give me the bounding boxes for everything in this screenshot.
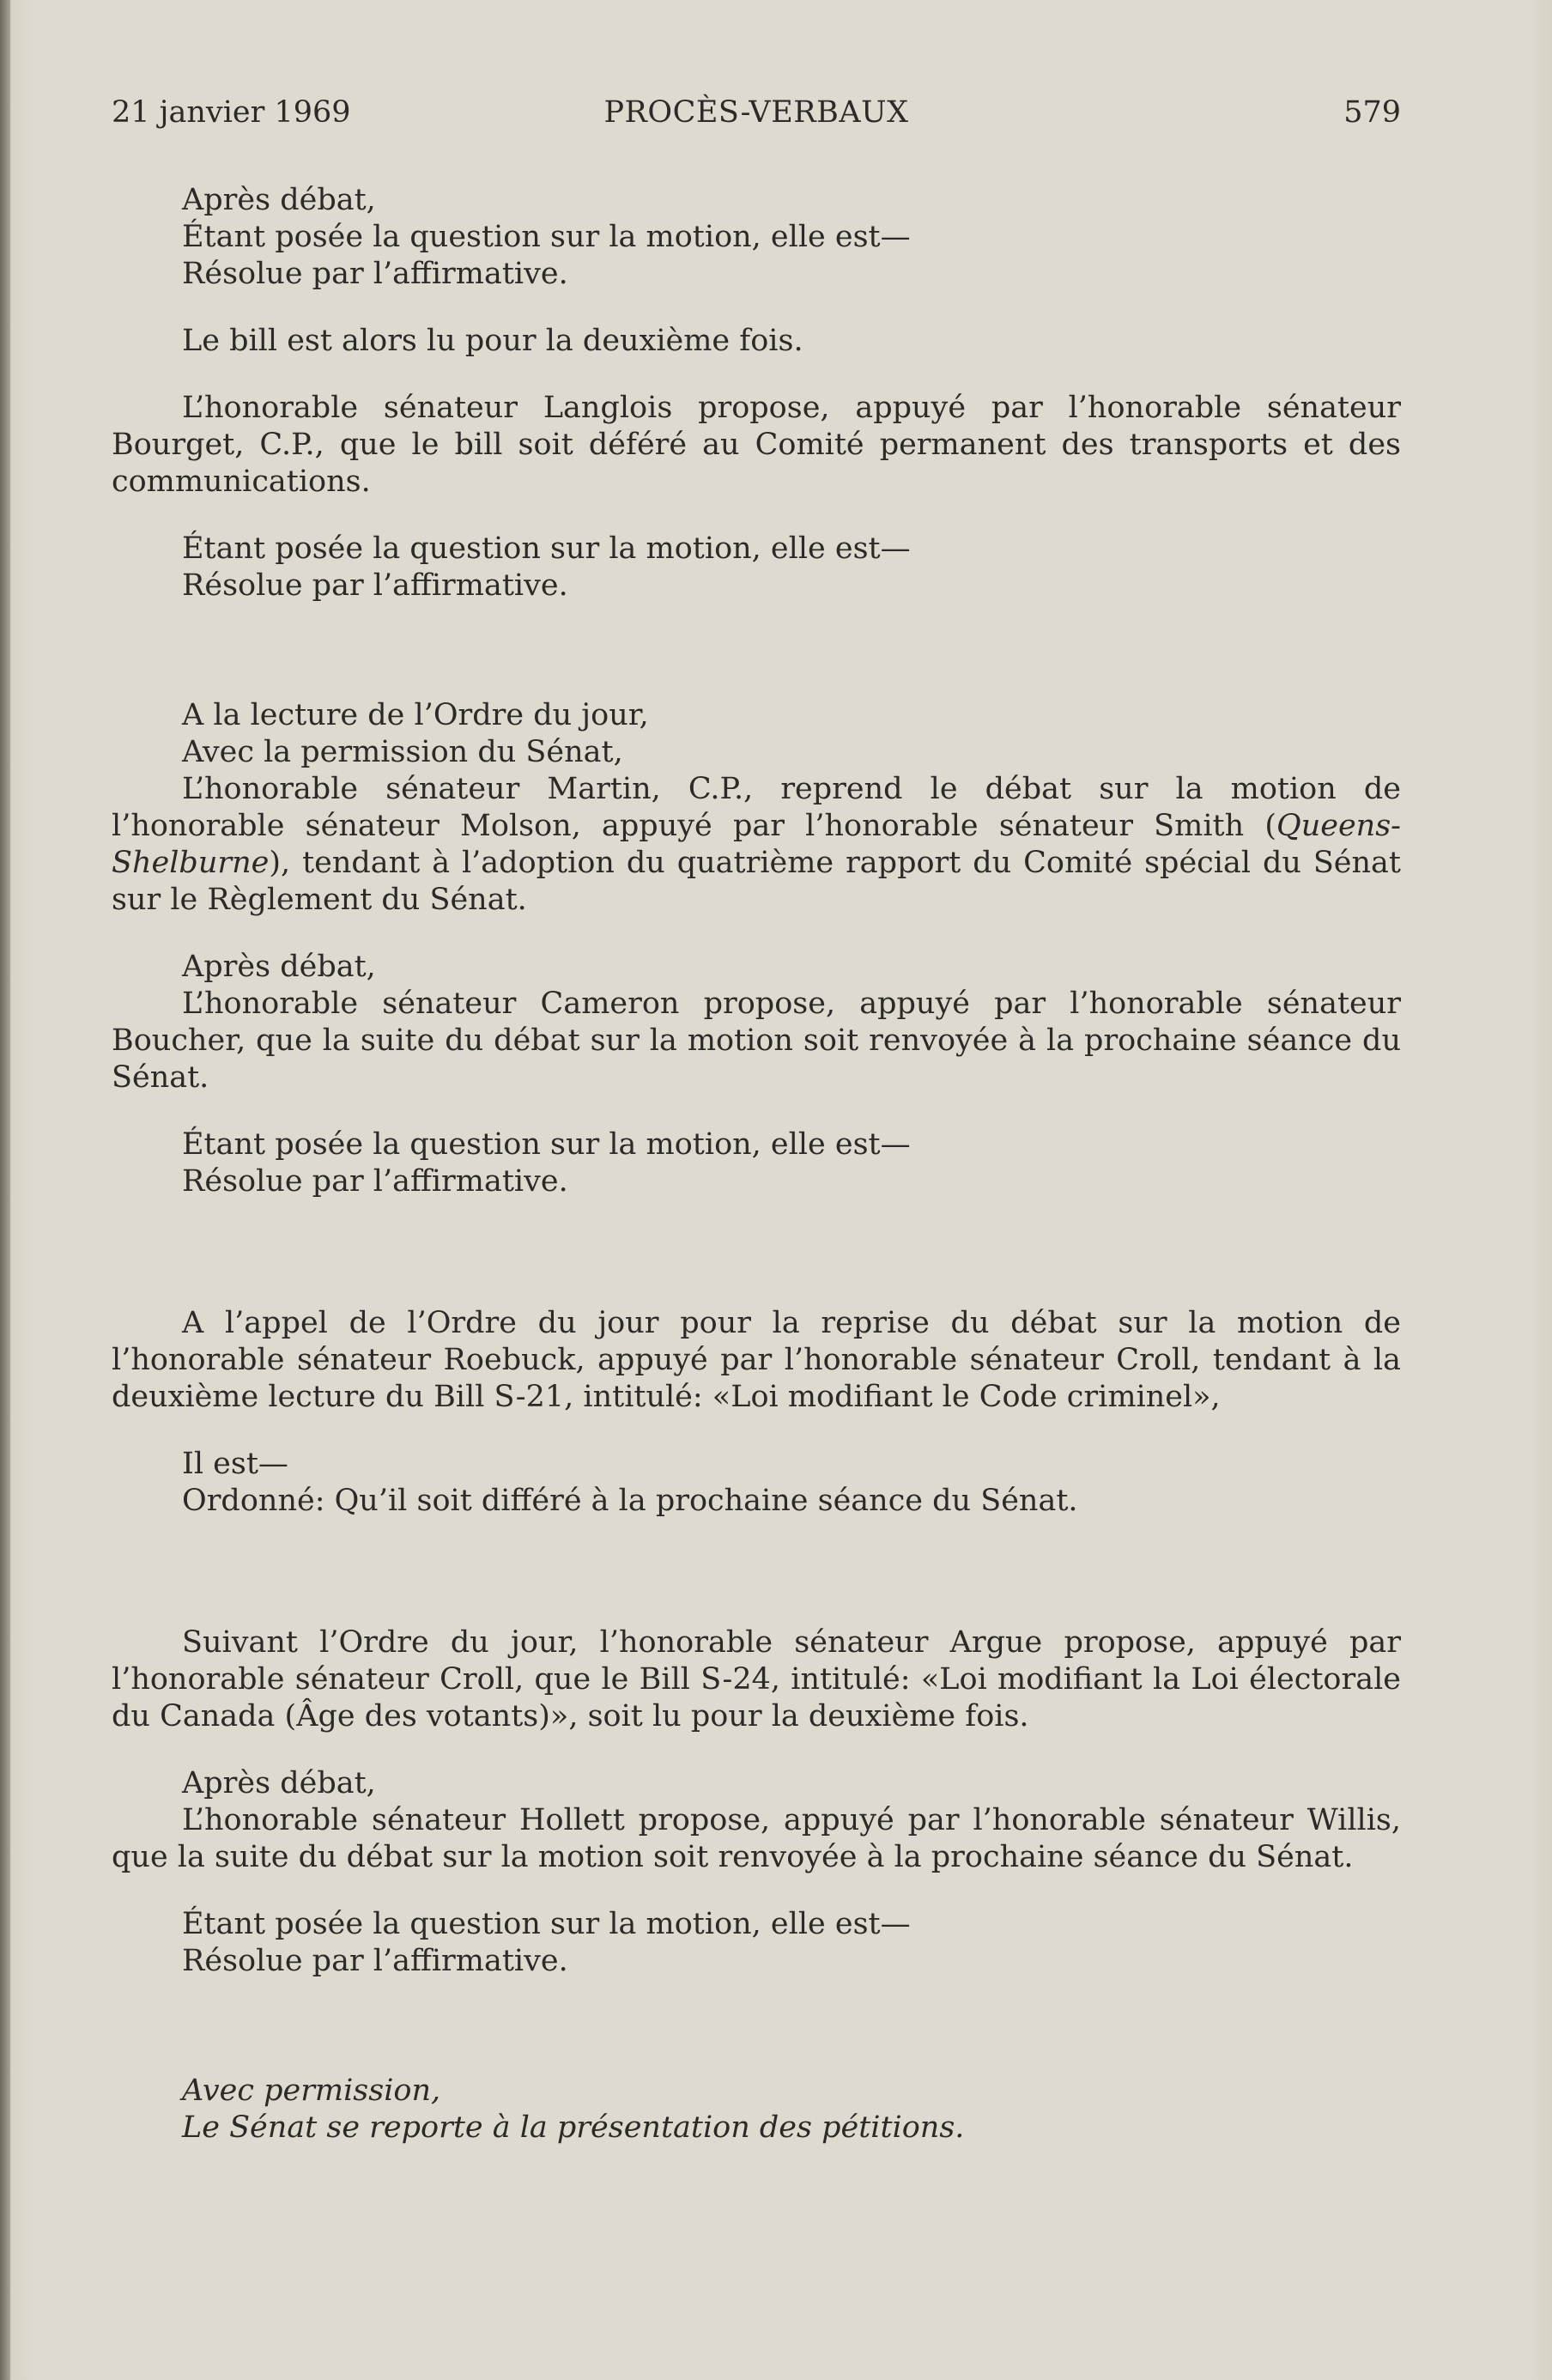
text-line: Étant posée la question sur la motion, elle est— [182, 1907, 911, 1941]
text-line: Il est— [182, 1447, 288, 1481]
italic-line: Avec permission, [182, 2073, 441, 2108]
paragraph [112, 771, 1401, 919]
text-line: Le bill est alors lu pour la deuxième fois. [182, 324, 803, 358]
text-line: Résolue par l’affirmative. [182, 1944, 568, 1978]
header-title: PROCÈS-VERBAUX [603, 95, 909, 130]
paragraph: Suivant l’Ordre du jour, l’honorable sénateur Argue propose, appuyé par l’honorable sénateur Croll, que le Bill S-24, intitulé: «Loi modifiant la Loi électorale du Canada (Âge des votants)», soit lu pour la deuxième fois. [112, 1625, 1401, 1733]
page-content [112, 94, 1401, 2146]
paragraph: L’honorable sénateur Hollett propose, appuyé par l’honorable sénateur Willis, que la suite du débat sur la motion soit renvoyée à la prochaine séance du Sénat. [112, 1803, 1401, 1874]
text-line: Résolue par l’affirmative. [182, 257, 568, 291]
text-line: Étant posée la question sur la motion, elle est— [182, 220, 911, 254]
italic-place-name: Queens-Shelburne [112, 809, 1401, 880]
header-date: 21 janvier 1969 [112, 95, 351, 130]
text-line: Ordonné: Qu’il soit différé à la prochaine séance du Sénat. [182, 1484, 1078, 1518]
italic-line: Le Sénat se reporte à la présentation des pétitions. [182, 2110, 965, 2145]
page-number: 579 [1343, 95, 1401, 130]
page-binding-edge [0, 0, 10, 2380]
paragraph: A l’appel de l’Ordre du jour pour la reprise du débat sur la motion de l’honorable sénateur Roebuck, appuyé par l’honorable sénateur Croll, tendant à la deuxième lecture du Bill S-21, intitulé: «Loi modifiant le Code criminel», [112, 1306, 1401, 1414]
paragraph: L’honorable sénateur Cameron propose, appuyé par l’honorable sénateur Boucher, que la suite du débat sur la motion soit renvoyée à la prochaine séance du Sénat. [112, 987, 1401, 1095]
text-line: Étant posée la question sur la motion, elle est— [182, 1127, 911, 1162]
paragraph-part: ), tendant à l’adoption du quatrième rapport du Comité spécial du Sénat sur le Règlement du Sénat. [112, 846, 1401, 917]
text-line: Après débat, [182, 183, 376, 217]
running-head [112, 94, 1401, 137]
text-line: Résolue par l’affirmative. [182, 1164, 568, 1199]
text-line: Après débat, [182, 950, 376, 984]
paragraph: L’honorable sénateur Langlois propose, appuyé par l’honorable sénateur Bourget, C.P., que le bill soit déféré au Comité permanent des transports et des communications. [112, 391, 1401, 499]
text-line: Après débat, [182, 1766, 376, 1800]
text-line: Étant posée la question sur la motion, elle est— [182, 531, 911, 566]
text-line: Résolue par l’affirmative. [182, 568, 568, 603]
paragraph-part: L’honorable sénateur Martin, C.P., reprend le débat sur la motion de l’honorable sénateur Molson, appuyé par l’honorable sénateur Smith ( [112, 772, 1401, 843]
text-line: Avec la permission du Sénat, [182, 735, 623, 769]
text-line: A la lecture de l’Ordre du jour, [182, 698, 649, 732]
